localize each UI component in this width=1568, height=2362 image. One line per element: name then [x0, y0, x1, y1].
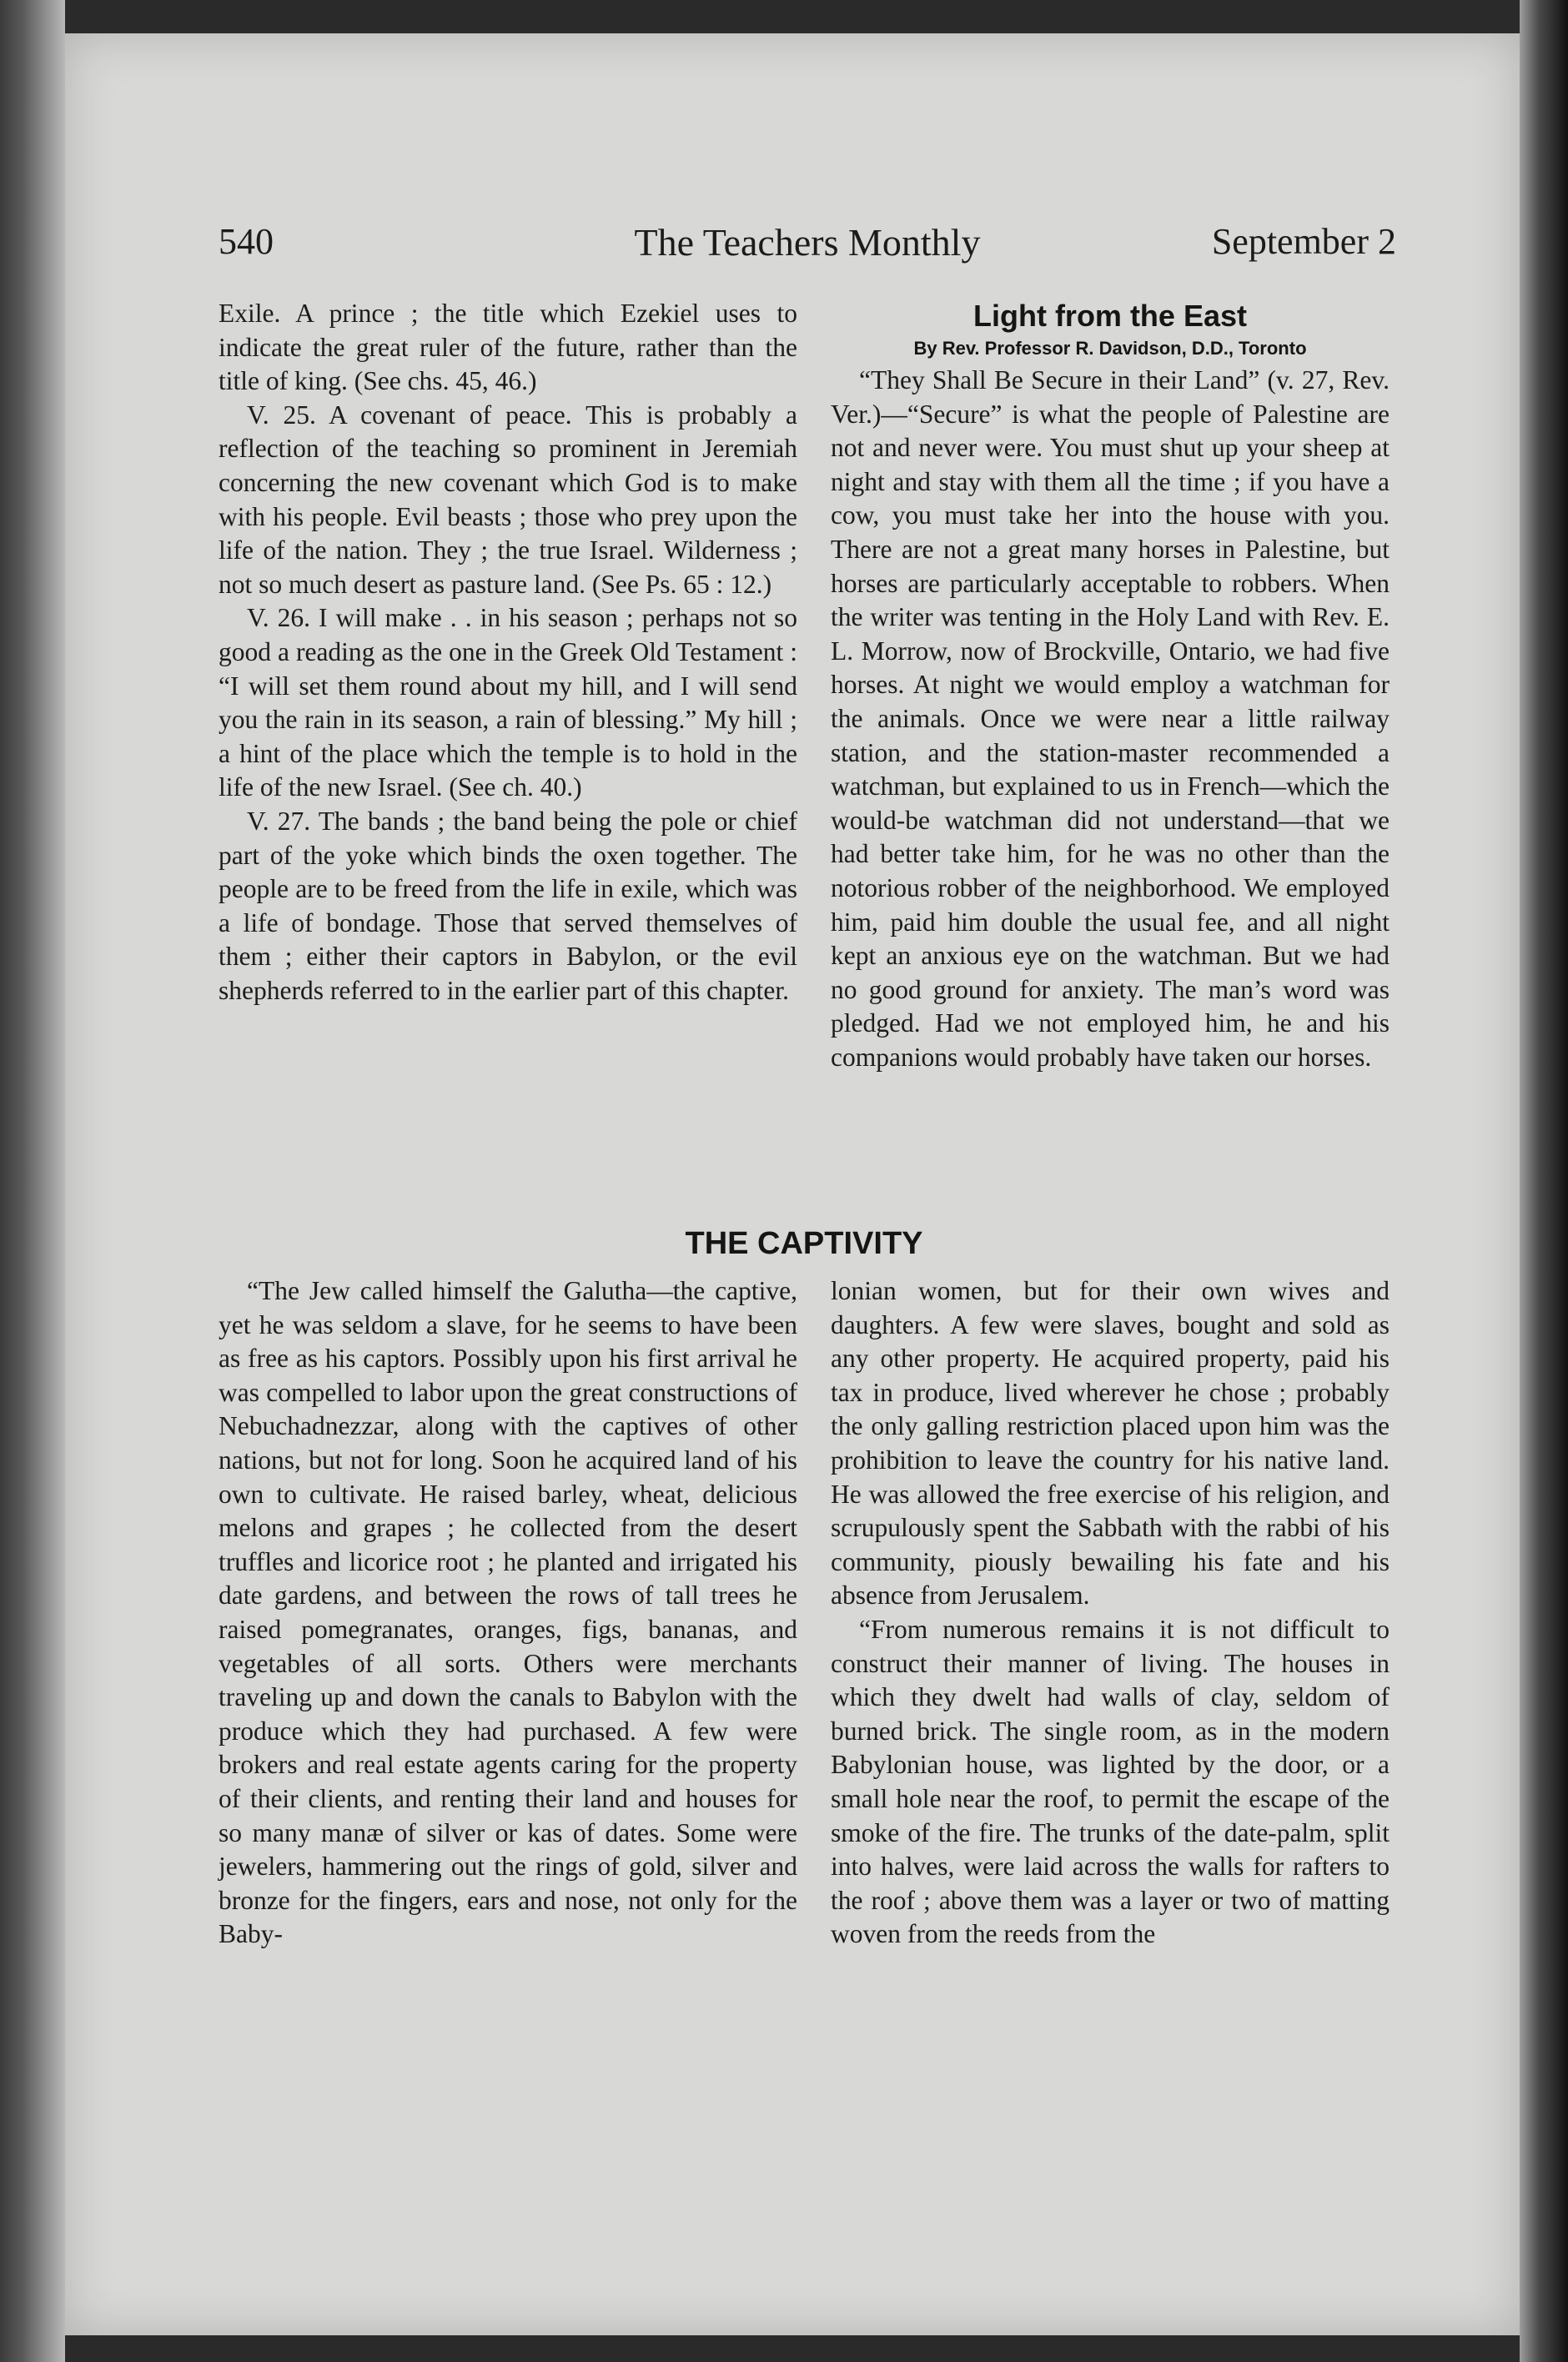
light-from-the-east-column — [831, 297, 1390, 1074]
captivity-paragraph-continued: lonian women, but for their own wives and daughters. A few were slaves, bought and sold as any other property. He acquired property, paid his tax in produce, lived wherever he chose ; probably the only galling restriction placed upon him was the prohibition to leave the country for his native land. He was allowed the free exercise of his religion, and scrupulously spent the Sabbath with the rabbi of his community, piously bewailing his fate and his absence from Jerusalem. — [831, 1276, 1390, 1611]
captivity-paragraph-left: “The Jew called himself the Galutha—the captive, yet he was seldom a slave, for he seems to have been as free as his captors. Possibly upon his first arrival he was compelled to labor upon the great constructions of Nebuchadnezzar, along with the captives of other nations, but not for long. Soon he acquired land of his own to cultivate. He raised barley, wheat, delicious melons and grapes ; he collected from the desert truffles and licorice root ; he planted and irrigated his date gardens, and between the rows of tall trees he raised pomegranates, oranges, figs, bananas, and vegetables of all sorts. Others were merchants traveling up and down the canals to Babylon with the produce which they had purchased. A few were brokers and real estate agents caring for the property of their clients, and renting their land and houses for so many manæ of silver or kas of dates. Some were jewelers, hammering out the rings of gold, silver and bronze for the fingers, ears and nose, not only for the Baby- — [219, 1276, 797, 1949]
running-header — [219, 220, 1396, 279]
note-paragraph-v27: V. 27. The bands ; the band being the pole or chief part of the yoke which binds the oxen together. The people are to be freed from the life in exile, which was a life of bondage. Those that served themselves of them ; either their captors in Babylon, or the evil shepherds referred to in the earlier part of this chapter. — [219, 806, 797, 1005]
light-from-the-east-heading: Light from the East — [972, 299, 1247, 333]
captivity-paragraph-living: “From numerous remains it is not difficult to construct their manner of living. The houses in which they dwelt had walls of clay, seldom of burned brick. The single room, as in the modern Babylonian house, was lighted by the door, or a small hole near the roof, to permit the escape of the smoke of the fire. The trunks of the date-palm, split into halves, were laid across the walls for rafters to the roof ; above them was a layer or two of matting woven from the reeds from the — [831, 1614, 1390, 1949]
the-captivity-heading: THE CAPTIVITY — [685, 1226, 923, 1261]
lesson-notes-column — [219, 297, 797, 1008]
publication-title: The Teachers Monthly — [634, 221, 981, 264]
note-paragraph-v25: V. 25. A covenant of peace. This is probably a reflection of the teaching so prominent in Jeremiah concerning the new covenant which God is to make with his people. Evil beasts ; those who prey upon the life of the nation. They ; the true Israel. Wilderness ; not so much desert as pasture land. (See Ps. 65 : 12.) — [219, 400, 797, 599]
note-paragraph-exile: Exile. A prince ; the title which Ezekiel uses to indicate the great ruler of the future, rather than the title of king. (See chs. 45, 46.) — [219, 299, 797, 396]
captivity-left-column — [219, 1274, 797, 1952]
page-number: 540 — [219, 221, 274, 262]
captivity-right-column — [831, 1274, 1390, 1952]
book-spine-edge — [0, 0, 65, 2362]
author-byline: By Rev. Professor R. Davidson, D.D., Toronto — [913, 338, 1307, 359]
issue-date: September 2 — [1211, 221, 1396, 262]
right-page-edge — [1520, 0, 1568, 2362]
light-paragraph: “They Shall Be Secure in their Land” (v. 27, Rev. Ver.)—“Secure” is what the people of Palestine are not and never were. You must shut up your sheep at night and stay with them all the time ; if you have a cow, you must take her into the house with you. There are not a great many horses in Palestine, but horses are particularly acceptable to robbers. When the writer was tenting in the Holy Land with Rev. E. L. Morrow, now of Brockville, Ontario, we had five horses. At night we would employ a watchman for the animals. Once we were near a little railway station, and the station-master recommended a watchman, but explained to us in French—which the would-be watchman did not understand—that we had better take him, for he was no other than the notorious robber of the neighborhood. We employed him, paid him double the usual fee, and all night kept an anxious eye on the watchman. But we had no good ground for anxiety. The man’s word was pledged. Had we not employed him, he and his companions would probably have taken our horses. — [831, 365, 1390, 1072]
note-paragraph-v26: V. 26. I will make . . in his season ; perhaps not so good a reading as the one in the Greek Old Testament : “I will set them round about my hill, and I will send you the rain in its season, a rain of blessing.” My hill ; a hint of the place which the temple is to hold in the life of the new Israel. (See ch. 40.) — [219, 603, 797, 802]
